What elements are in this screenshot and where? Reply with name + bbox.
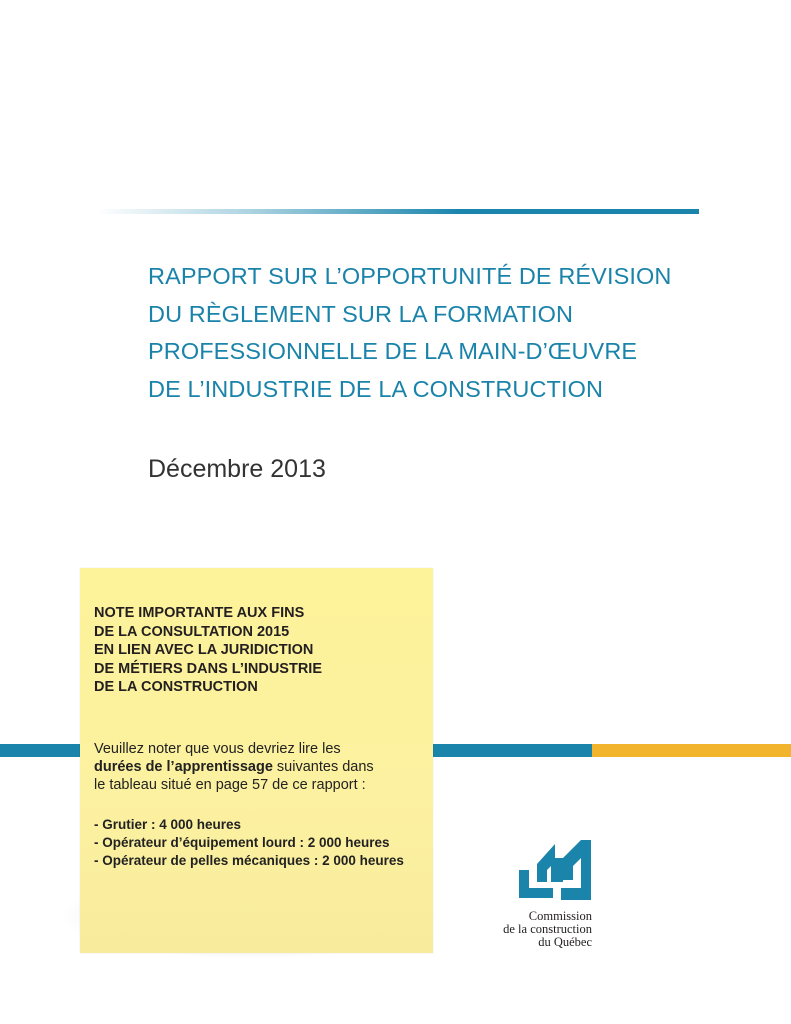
note-body-emphasis: durées de l’apprentissage — [94, 759, 273, 775]
note-body-text: suivantes dans — [272, 759, 374, 775]
sticky-note — [80, 568, 433, 953]
title-line: RAPPORT SUR L’OPPORTUNITÉ DE RÉVISION — [148, 263, 672, 289]
organization-name — [470, 910, 592, 949]
note-heading-line: DE LA CONSULTATION 2015 — [94, 623, 290, 640]
title-line: DE L’INDUSTRIE DE LA CONSTRUCTION — [148, 375, 604, 402]
note-heading-line: DE MÉTIERS DANS L’INDUSTRIE — [94, 660, 322, 677]
note-body-line: Veuillez noter que vous devriez lire les — [94, 741, 341, 757]
color-band-blue — [432, 744, 592, 757]
org-name-line: du Québec — [538, 935, 592, 949]
title-line: PROFESSIONNELLE DE LA MAIN-D’ŒUVRE — [148, 338, 638, 364]
note-body-line — [94, 758, 429, 776]
title-line: DU RÈGLEMENT SUR LA FORMATION — [148, 300, 574, 327]
note-heading — [94, 604, 424, 697]
color-band-blue-left — [0, 744, 90, 757]
note-heading-line: DE LA CONSTRUCTION — [94, 679, 258, 695]
report-title — [148, 258, 748, 408]
org-name-line: Commission — [528, 909, 592, 923]
ccq-logo-icon — [519, 840, 593, 902]
color-band-yellow — [592, 744, 791, 757]
note-heading-line: EN LIEN AVEC LA JURIDICTION — [94, 642, 314, 658]
note-body — [94, 740, 429, 794]
apprenticeship-duration-list — [94, 816, 432, 870]
list-item: - Grutier : 4 000 heures — [94, 817, 242, 832]
org-name-line: de la construction — [503, 922, 592, 936]
report-date: Décembre 2013 — [148, 455, 326, 483]
list-item: - Opérateur d’équipement lourd : 2 000 heures — [94, 835, 390, 850]
title-rule — [96, 209, 699, 214]
list-item: - Opérateur de pelles mécaniques : 2 000 heures — [94, 853, 404, 868]
note-body-line: le tableau situé en page 57 de ce rapport : — [94, 777, 366, 793]
note-heading-line: NOTE IMPORTANTE AUX FINS — [94, 605, 305, 621]
